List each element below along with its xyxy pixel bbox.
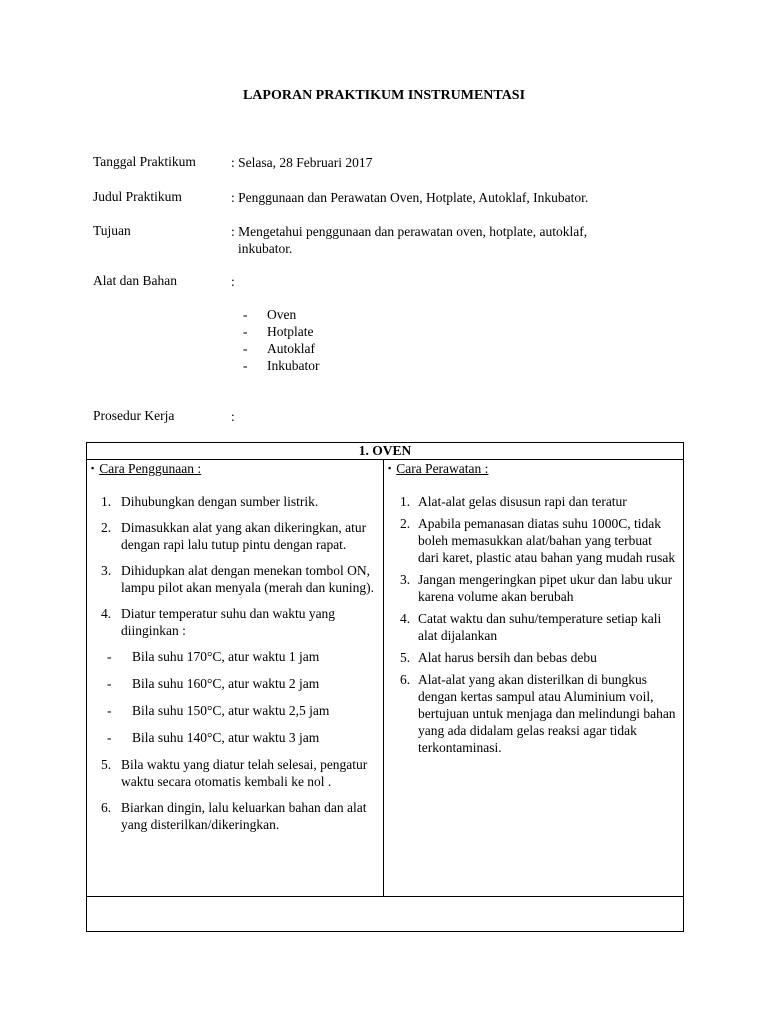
- list-item: 4. Catat waktu dan suhu/temperature setiap kali alat dijalankan: [400, 611, 662, 643]
- list-item: - Bila suhu 140°C, atur waktu 3 jam: [107, 730, 320, 745]
- list-item: 3. Jangan mengeringkan pipet ukur dan labu ukur karena volume akan berubah: [400, 572, 673, 604]
- bullet-icon: ▪: [388, 463, 392, 473]
- usage-heading: ▪ Cara Penggunaan :: [91, 461, 202, 476]
- field-value: : Penggunaan dan Perawatan Oven, Hotplate, Autoklaf, Inkubator.: [231, 190, 589, 205]
- field-label: Judul Praktikum: [93, 189, 182, 204]
- list-item: 2. Dimasukkan alat yang akan dikeringkan, atur dengan rapi lalu tutup pintu dengan rapat.: [101, 520, 367, 552]
- empty-table-row: [87, 897, 684, 932]
- list-item: 2. Apabila pemanasan diatas suhu 1000C, tidak boleh memasukkan alat/bahan yang terbuat dari karet, plastic atau bahan yang mudah rusak: [400, 516, 676, 565]
- field-label: Alat dan Bahan: [93, 273, 177, 288]
- field-value: [231, 223, 661, 257]
- care-column: [384, 460, 684, 897]
- field-value: :: [231, 274, 235, 289]
- list-item: 5. Alat harus bersih dan bebas debu: [400, 650, 597, 665]
- report-title: LAPORAN PRAKTIKUM INSTRUMENTASI: [242, 88, 526, 103]
- usage-column: [87, 460, 384, 897]
- bullet-icon: ▪: [91, 463, 95, 473]
- field-value-line2: inkubator.: [238, 241, 293, 256]
- care-heading: ▪ Cara Perawatan :: [388, 461, 489, 476]
- field-label: Prosedur Kerja: [93, 408, 175, 423]
- table-heading: 1. OVEN: [87, 443, 684, 460]
- field-label: Tujuan: [93, 223, 131, 238]
- list-item: - Bila suhu 170°C, atur waktu 1 jam: [107, 649, 320, 664]
- field-value-line1: : Mengetahui penggunaan dan perawatan oven, hotplate, autoklaf,: [231, 224, 588, 239]
- usage-steps: [101, 493, 381, 842]
- list-item: 1. Alat-alat gelas disusun rapi dan teratur: [400, 494, 627, 509]
- temperature-list: [101, 648, 381, 746]
- procedure-table: [86, 442, 684, 932]
- list-item: 4. Diatur temperatur suhu dan waktu yang diinginkan : - Bila suhu 170°C, atur waktu 1 jam - Bila suhu 160°C, atur waktu 2 jam - Bila suhu 150°C, atur waktu 2,5 jam - Bila suhu 140°C, atur waktu 3 jam: [101, 605, 381, 746]
- list-item: - Autoklaf: [243, 341, 315, 356]
- list-item: - Bila suhu 150°C, atur waktu 2,5 jam: [107, 703, 330, 718]
- tools-list: [243, 306, 319, 374]
- list-item: - Hotplate: [243, 324, 314, 339]
- field-value: :: [231, 409, 235, 424]
- field-value: : Selasa, 28 Februari 2017: [231, 155, 373, 170]
- list-item: - Inkubator: [243, 358, 320, 373]
- list-item: - Bila suhu 160°C, atur waktu 2 jam: [107, 676, 320, 691]
- list-item: 3. Dihidupkan alat dengan menekan tombol ON, lampu pilot akan menyala (merah dan kuning).: [101, 563, 375, 595]
- list-item: 6. Alat-alat yang akan disterilkan di bungkus dengan kertas sampul atau Aluminium voil, bertujuan untuk menjaga dan melindungi bahan yang ada didalam gelas reaksi agar tidak terkontaminasi.: [400, 672, 676, 755]
- list-item: 5. Bila waktu yang diatur telah selesai, pengatur waktu secara otomatis kembali ke nol .: [101, 757, 368, 789]
- field-label: Tanggal Praktikum: [93, 154, 196, 169]
- list-item: 6. Biarkan dingin, lalu keluarkan bahan dan alat yang disterilkan/dikeringkan.: [101, 800, 367, 832]
- list-item: - Oven: [243, 307, 297, 322]
- list-item: 1. Dihubungkan dengan sumber listrik.: [101, 494, 319, 509]
- care-steps: [400, 493, 676, 761]
